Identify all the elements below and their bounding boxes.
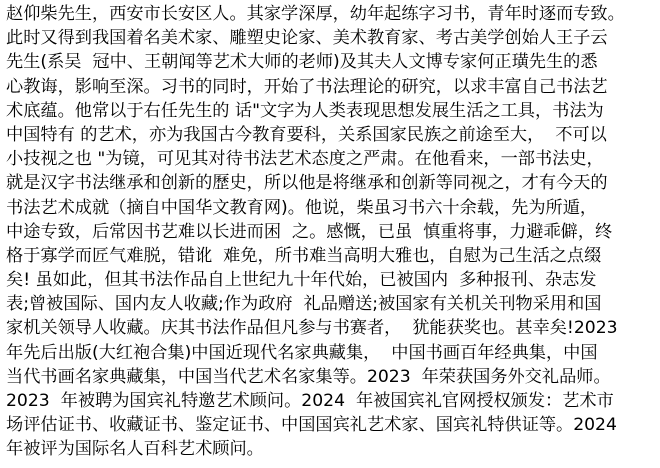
text-line: 中途专致，后常因书艺难以长进而困 之。感慨，已虽 慎重将事，力避乖僻，终 <box>6 221 613 242</box>
text-line: 场评估证书、收藏证书、鉴定证书、中国国宾礼艺术家、国宾礼特供证等。2024 <box>6 415 617 436</box>
text-line: 术底蕴。他常以于右任先生的 话"文字为人类表现思想发展生活之工具，书法为 <box>6 100 604 121</box>
text-line: 先生(系吴 冠中、王朝闻等艺术大师的老师)及其夫人文博专家何正璜先生的悉 <box>6 52 598 73</box>
text-line: 矣! 虽如此，但其书法作品自上世纪九十年代始，已被国内 多种报刊、杂志发 <box>6 270 597 291</box>
text-line: 格于寡学而匠气难脱，错讹 难免，所书难当高明大雅也，自慰为己生活之点缀 <box>6 245 602 266</box>
text-line: 就是汉字书法继承和创新的歷史，所以他是将继承和创新等同视之，才有今天的 <box>6 173 608 194</box>
text-line: 年被评为国际名人百科艺术顾问。 <box>6 439 264 460</box>
text-line: 中国特有 的艺术，亦为我国古今教育要科，关系国家民族之前途至大， 不可以 <box>6 124 607 145</box>
text-line: 表;曾被国际、国内友人收藏;作为政府 礼品赠送;被国家有关机关刊物采用和国 <box>6 294 602 315</box>
text-line: 赵仰柴先生，西安市长安区人。其家学深厚，幼年起练字习书，青年时逐而专致。 <box>6 4 625 24</box>
text-line: 当代书画名家典藏集，中国当代艺术名家集等。2023 年荣获国务外交礼品师。 <box>6 366 611 387</box>
text-line: 小技视之也 "为镜，可见其对待书法艺术态度之严肃。在他看来，一部书法史， <box>6 149 604 170</box>
text-line: 年先后出版(大红袍合集)中国近现代名家典藏集， 中国书画百年经典集，中国 <box>6 342 598 363</box>
text-line: 此时又得到我国着名美术家、雕塑史论家、美术教育家、考古美学创始人王子云 <box>6 28 608 49</box>
document-body <box>6 2 658 462</box>
text-line: 家机关领导人收藏。庆其书法作品但凡参与书赛者， 犹能获奖也。甚幸矣!2023 <box>6 318 618 339</box>
text-line: 2023 年被聘为国宾礼特邀艺术顾问。2024 年被国宾礼官网授权颁发：艺术市 <box>6 391 614 411</box>
text-line: 书法艺术成就（摘自中国华文教育网)。他说，柴虽习书六十余载，先为所遁， <box>6 197 598 218</box>
text-line: 心教诲，影响至深。习书的同时，开始了书法理论的研究，以求丰富自己书法艺 <box>6 76 608 97</box>
